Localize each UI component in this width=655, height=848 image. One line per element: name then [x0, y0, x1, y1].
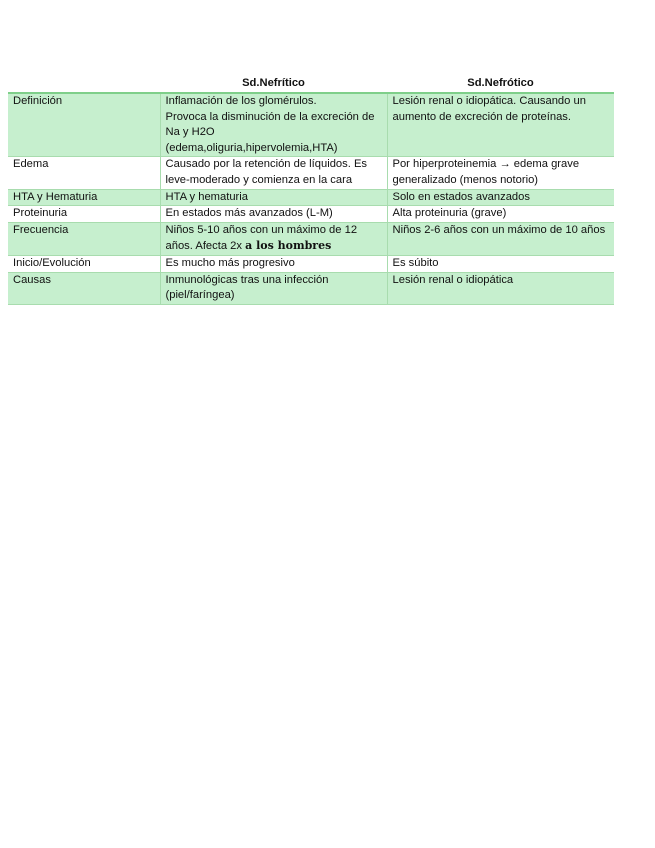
table-row: [8, 189, 614, 206]
row-label-frecuencia: Frecuencia: [8, 222, 160, 255]
frecuencia-text: Niños 5-10 años con un máximo de 12 años. Afecta 2x: [165, 223, 358, 253]
row-label-inicio-evolucion: Inicio/Evolución: [8, 255, 160, 272]
table-row: [8, 93, 614, 157]
cell-nefritico-inicio-evolucion: Es mucho más progresivo: [160, 255, 387, 272]
comparison-table: [8, 76, 614, 305]
header-row: [8, 76, 614, 93]
cell-nefritico-edema: Causado por la retención de líquidos. Es leve-moderado y comienza en la cara: [160, 157, 387, 189]
table-row: [8, 206, 614, 223]
cell-nefrotico-hta-hematuria: Solo en estados avanzados: [387, 189, 614, 206]
cell-nefrotico-edema: Por hiperproteinemia → edema grave generalizado (menos notorio): [387, 157, 614, 189]
cell-nefritico-hta-hematuria: HTA y hematuria: [160, 189, 387, 206]
table-row: [8, 157, 614, 189]
cell-nefrotico-causas: Lesión renal o idiopática: [387, 272, 614, 304]
table-row: [8, 272, 614, 304]
row-label-hta-hematuria: HTA y Hematuria: [8, 189, 160, 206]
table-row: [8, 222, 614, 255]
row-label-proteinuria: Proteinuria: [8, 206, 160, 223]
header-nefritico: Sd.Nefrítico: [160, 76, 387, 93]
table-row: [8, 255, 614, 272]
cell-nefritico-causas: Inmunológicas tras una infección (piel/faríngea): [160, 272, 387, 304]
header-nefrotico: Sd.Nefrótico: [387, 76, 614, 93]
cell-nefritico-proteinuria: En estados más avanzados (L-M): [160, 206, 387, 223]
frecuencia-emphasis: a los hombres: [245, 239, 332, 253]
row-label-causas: Causas: [8, 272, 160, 304]
cell-nefrotico-proteinuria: Alta proteinuria (grave): [387, 206, 614, 223]
header-blank: [8, 76, 160, 93]
cell-nefritico-definicion: Inflamación de los glomérulos. Provoca la disminución de la excreción de Na y H2O (edema,oliguria,hipervolemia,HTA): [160, 93, 387, 157]
cell-nefritico-frecuencia: [160, 222, 387, 255]
row-label-definicion: Definición: [8, 93, 160, 157]
cell-nefrotico-definicion: Lesión renal o idiopática. Causando un aumento de excreción de proteínas.: [387, 93, 614, 157]
row-label-edema: Edema: [8, 157, 160, 189]
cell-nefrotico-frecuencia: Niños 2-6 años con un máximo de 10 años: [387, 222, 614, 255]
cell-nefrotico-inicio-evolucion: Es súbito: [387, 255, 614, 272]
